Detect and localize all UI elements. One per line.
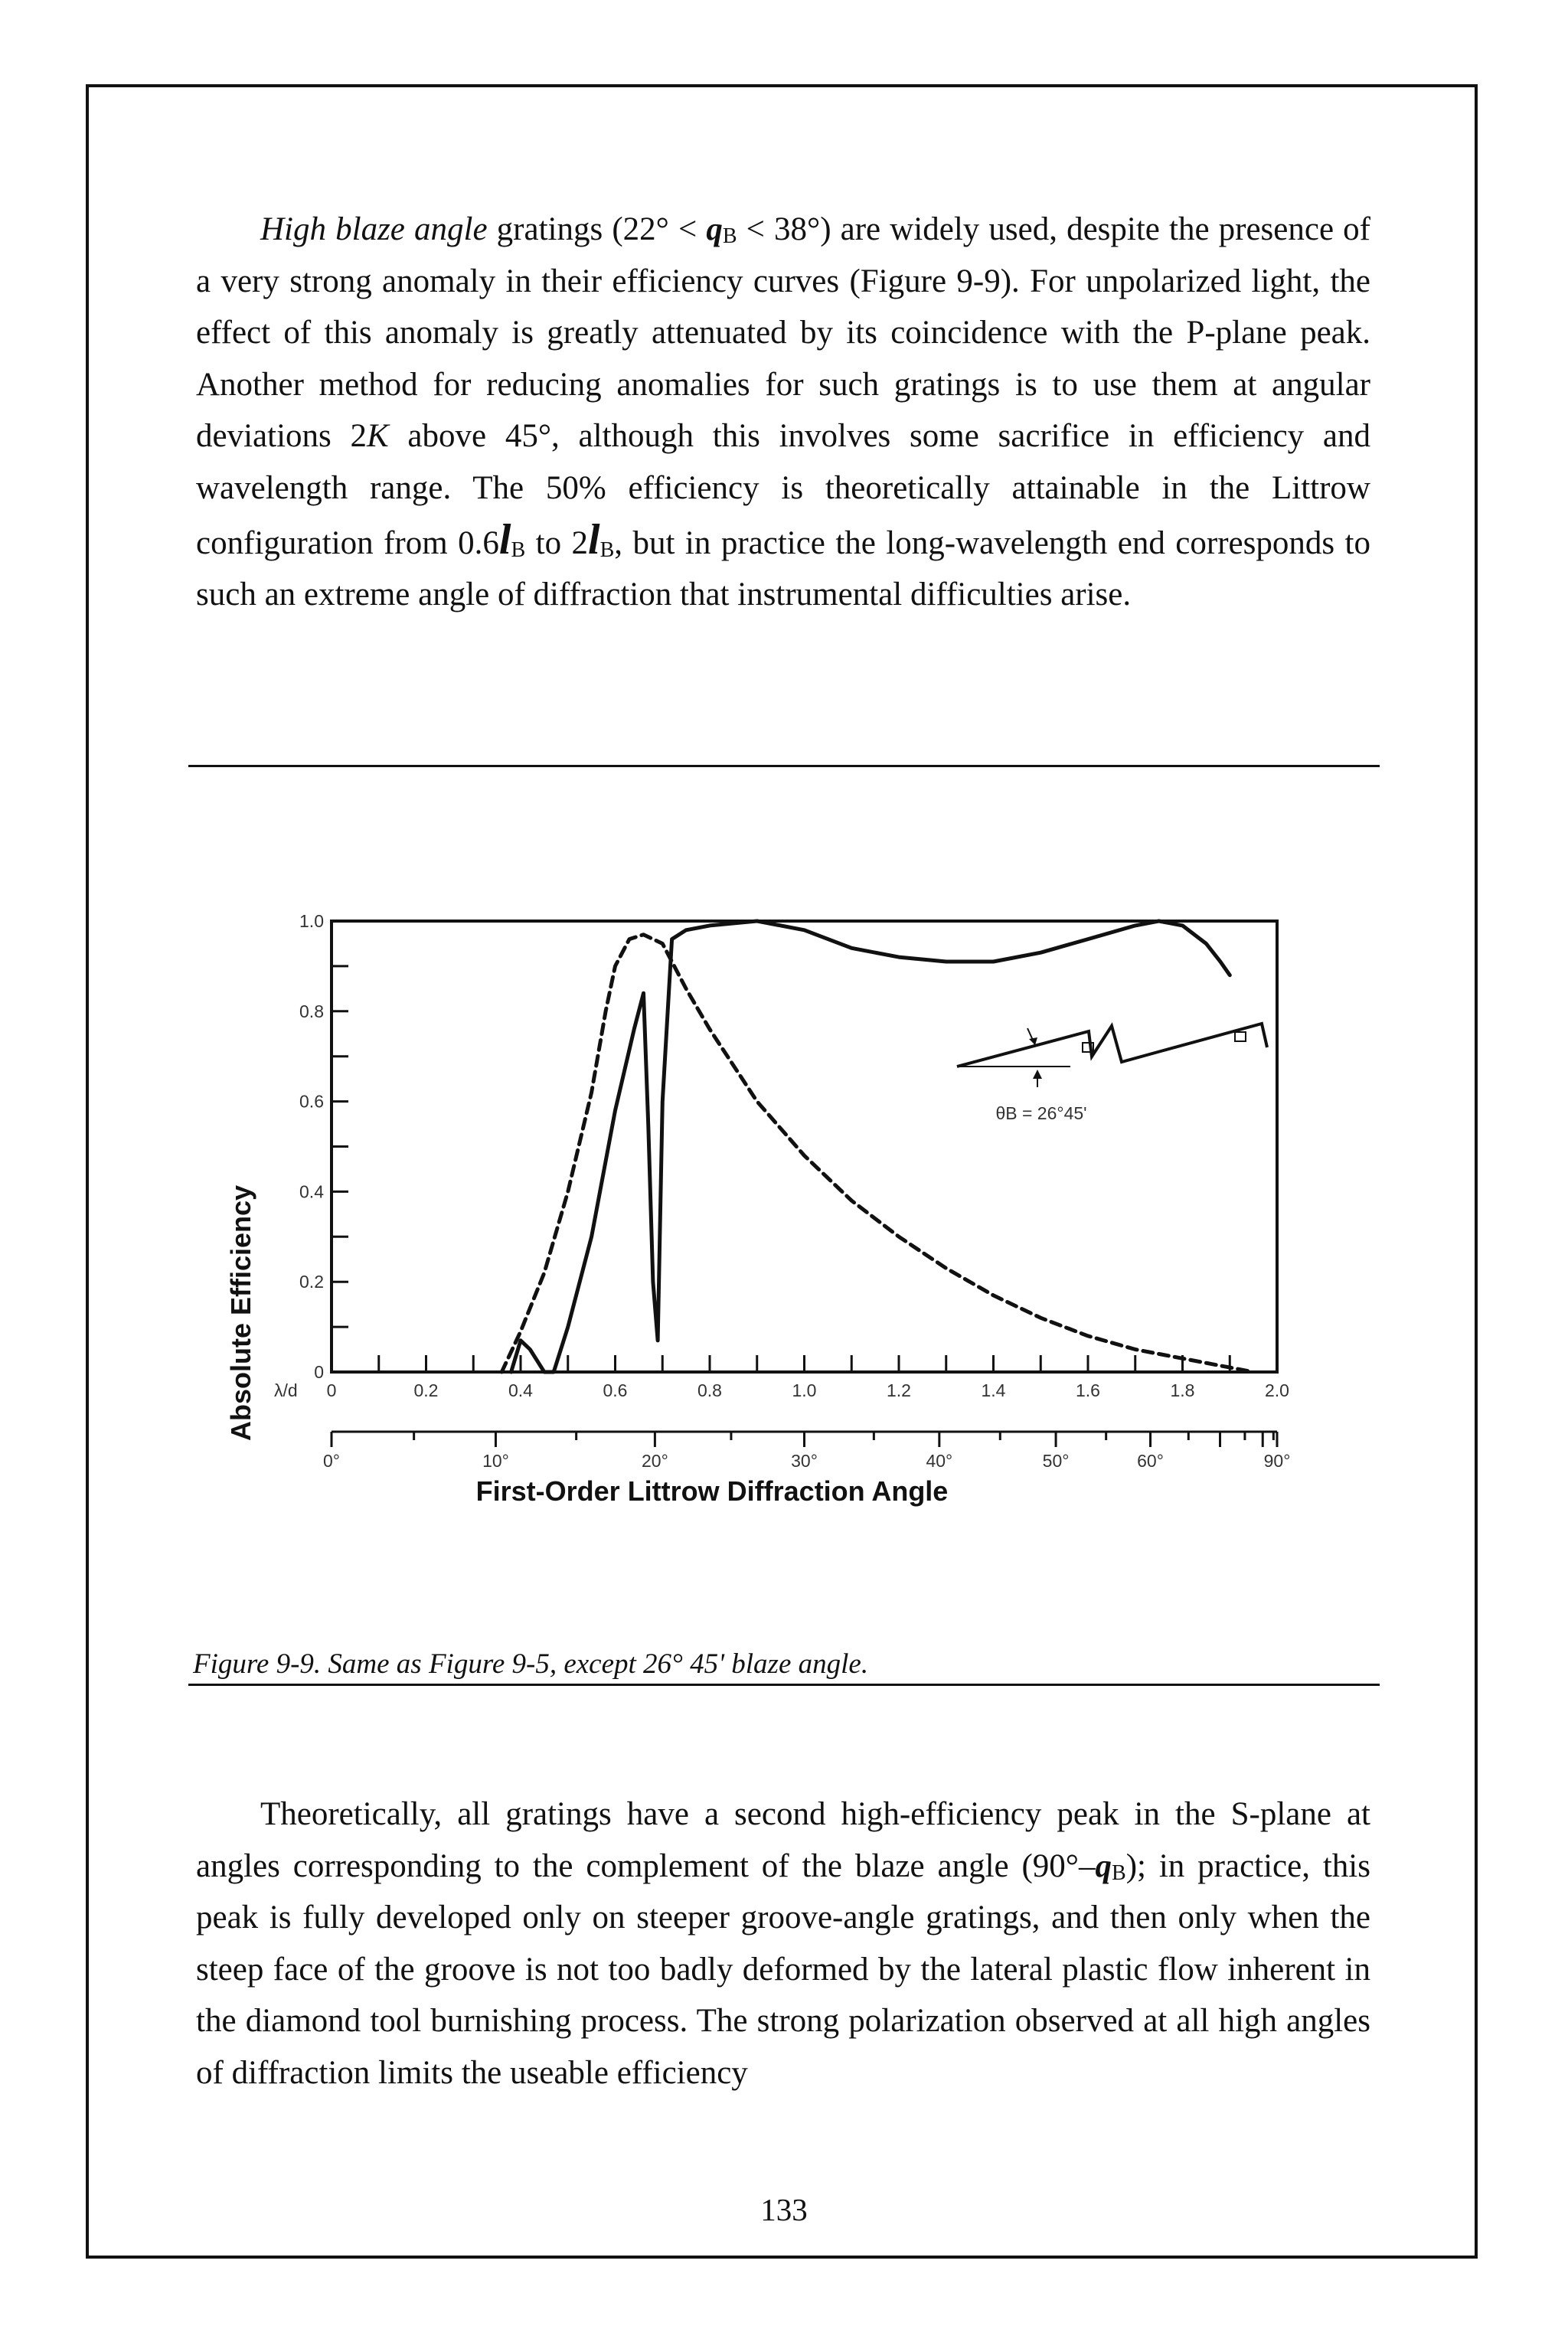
- x-tick-label: 1.8: [1170, 1380, 1195, 1400]
- angle-tick-label: 60°: [1137, 1451, 1164, 1471]
- x-axis-title: First-Order Littrow Diffraction Angle: [475, 1475, 949, 1507]
- y-tick-label: 0.6: [299, 1091, 324, 1112]
- p-plane-efficiency-line: [511, 921, 1230, 1372]
- figure-bottom-rule: [188, 1684, 1380, 1686]
- x-tick-label: 0.4: [508, 1380, 533, 1400]
- page-number: 133: [760, 2192, 808, 2227]
- y-axis-label: Absolute Efficiency: [225, 1184, 256, 1442]
- angle-tick-label: 0°: [323, 1451, 340, 1471]
- angle-tick-label: 50°: [1042, 1451, 1070, 1471]
- plot-area: [332, 921, 1277, 1372]
- efficiency-chart: [225, 903, 1340, 1531]
- angle-tick-label: 30°: [791, 1451, 818, 1471]
- figure-caption: Figure 9-9. Same as Figure 9-5, except 26° 45' blaze angle.: [193, 1648, 869, 1680]
- angle-tick-label: 20°: [642, 1451, 668, 1471]
- paragraph-1: High blaze angle gratings $(22^\circ < q_B < 38^\circ)$ are widely used, despite the presence of a very strong anomaly in their efficiency curves (Figure 9-9). For unpolarized light, the effect of this anomaly is greatly attenuated by its coincidence with the P-plane peak. Another method for reducing anomalies for such gratings is to use them at angular deviations 2K above 45°, although this involves some sacrifice in efficiency and wavelength range. The 50% efficiency is theoretically attainable in the Littrow configuration from $0.6l_B$ to $2l_B$, but in practice the long-wavelength end corresponds to such an extreme angle of diffraction that instrumental difficulties arise.: [196, 211, 1370, 613]
- angle-tick-label: 90°: [1263, 1451, 1291, 1471]
- y-tick-label: 0.8: [299, 1001, 324, 1021]
- x-tick-label: 0.2: [413, 1380, 439, 1400]
- x-tick-label: 1.4: [981, 1380, 1006, 1400]
- x-tick-label: 2.0: [1265, 1380, 1289, 1400]
- angle-tick-label: 10°: [482, 1451, 509, 1471]
- x-tick-label: 0: [326, 1380, 337, 1400]
- paragraph-2: Theoretically, all gratings have a second high-efficiency peak in the S-plane at angles corresponding to the complement of the blaze angle $(90^\circ-q_B)$; in practice, this peak is fully developed only on steeper groove-angle gratings, and then only when the steep face of the groove is not too badly deformed by the lateral plastic flow inherent in the diamond tool burnishing process. The strong polarization observed at all high angles of diffraction limits the useable efficiency: [196, 1796, 1370, 2091]
- x-tick-label: 1.2: [887, 1380, 911, 1400]
- x-axis-unit-label: λ/d: [274, 1380, 298, 1400]
- y-tick-label: 1.0: [299, 911, 324, 931]
- groove-profile-inset: [957, 1024, 1267, 1123]
- x-tick-label: 0.8: [697, 1380, 722, 1400]
- x-tick-label: 1.0: [792, 1380, 817, 1400]
- y-tick-label: 0: [314, 1362, 324, 1382]
- angle-tick-label: 40°: [926, 1451, 953, 1471]
- y-tick-label: 0.4: [299, 1181, 324, 1202]
- figure-top-rule: [188, 765, 1380, 767]
- x-tick-label: 0.6: [603, 1380, 628, 1400]
- y-tick-label: 0.2: [299, 1272, 324, 1292]
- x-tick-label: 1.6: [1076, 1380, 1100, 1400]
- s-plane-efficiency-line: [501, 935, 1253, 1372]
- blaze-angle-label: θB = 26°45': [995, 1103, 1087, 1123]
